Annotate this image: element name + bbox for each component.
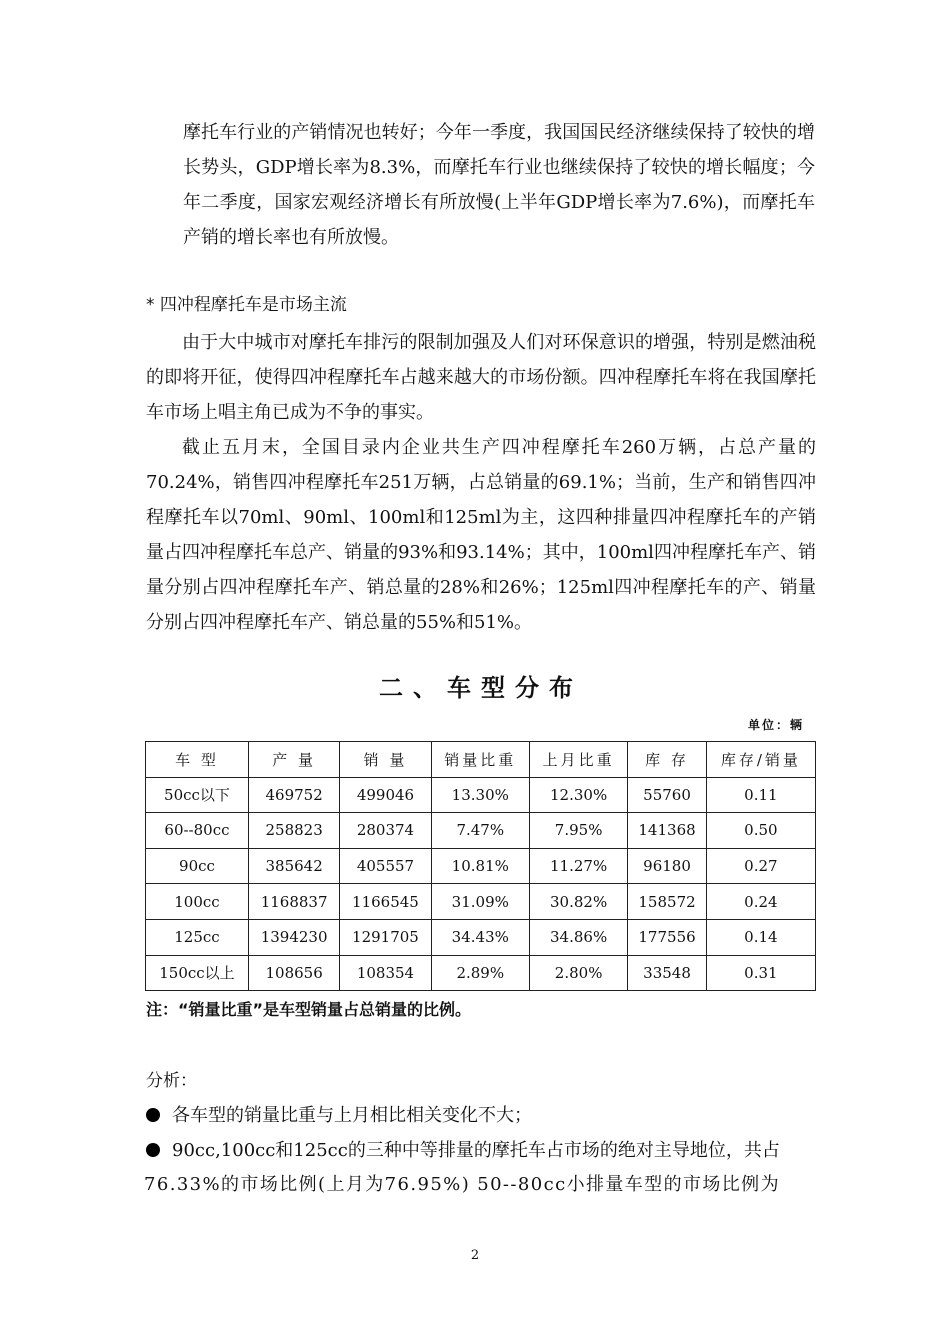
cell-inventory: 55760 [628, 777, 706, 813]
cell-inventory: 33548 [628, 955, 706, 991]
bullet-dot-icon [146, 1143, 160, 1157]
analysis-bullet [146, 1134, 816, 1202]
header-last-month-share: 上月比重 [529, 742, 627, 778]
cell-sales: 405557 [340, 848, 431, 884]
cell-vehicle-type: 50cc以下 [146, 777, 249, 813]
section-heading-four-stroke: * 四冲程摩托车是市场主流 [146, 295, 347, 315]
cell-last-month-share: 7.95% [529, 813, 627, 849]
cell-inventory-sales-ratio: 0.14 [706, 919, 815, 955]
cell-vehicle-type: 125cc [146, 919, 249, 955]
cell-sales: 108354 [340, 955, 431, 991]
cell-vehicle-type: 90cc [146, 848, 249, 884]
header-sales-share: 销量比重 [431, 742, 529, 778]
header-inventory: 库 存 [628, 742, 706, 778]
header-production: 产 量 [248, 742, 339, 778]
cell-production: 1168837 [248, 884, 339, 920]
cell-inventory: 141368 [628, 813, 706, 849]
cell-sales: 1166545 [340, 884, 431, 920]
cell-sales: 1291705 [340, 919, 431, 955]
cell-vehicle-type: 100cc [146, 884, 249, 920]
cell-production: 469752 [248, 777, 339, 813]
cell-inventory-sales-ratio: 0.50 [706, 813, 815, 849]
cell-last-month-share: 30.82% [529, 884, 627, 920]
cell-vehicle-type: 60--80cc [146, 813, 249, 849]
cell-sales: 280374 [340, 813, 431, 849]
cell-sales-share: 31.09% [431, 884, 529, 920]
table-header-row [146, 742, 816, 778]
cell-sales-share: 2.89% [431, 955, 529, 991]
table-row [146, 813, 816, 849]
unit-label: 单位：辆 [747, 718, 804, 732]
bullet-text: 90cc,100cc和125cc的三种中等排量的摩托车占市场的绝对主导地位，共占 [172, 1140, 780, 1161]
cell-production: 108656 [248, 955, 339, 991]
table-row [146, 884, 816, 920]
cell-inventory-sales-ratio: 0.24 [706, 884, 815, 920]
paragraph-market-trend: 摩托车行业的产销情况也转好；今年一季度，我国国民经济继续保持了较快的增长势头，GDP增长率为8.3%，而摩托车行业也继续保持了较快的增长幅度；今年二季度，国家宏观经济增长有所放慢(上半年GDP增长率为7.6%)，而摩托车产销的增长率也有所放慢。 [183, 122, 815, 248]
section-title-vehicle-distribution: 二、车型分布 [379, 674, 583, 702]
cell-production: 258823 [248, 813, 339, 849]
cell-inventory: 96180 [628, 848, 706, 884]
bullet-text: 各车型的销量比重与上月相比相关变化不大； [172, 1105, 532, 1126]
table-row [146, 848, 816, 884]
cell-vehicle-type: 150cc以上 [146, 955, 249, 991]
cell-last-month-share: 12.30% [529, 777, 627, 813]
bullet-text-continuation: 76.33%的市场比例(上月为76.95%) 50--80cc小排量车型的市场比例为 [144, 1174, 780, 1195]
table-note: 注：“销量比重”是车型销量占总销量的比例。 [146, 1000, 472, 1019]
cell-inventory-sales-ratio: 0.27 [706, 848, 815, 884]
cell-sales-share: 34.43% [431, 919, 529, 955]
table-row [146, 919, 816, 955]
cell-inventory: 158572 [628, 884, 706, 920]
cell-sales: 499046 [340, 777, 431, 813]
cell-last-month-share: 2.80% [529, 955, 627, 991]
header-vehicle-type: 车 型 [146, 742, 249, 778]
table-row [146, 777, 816, 813]
cell-inventory-sales-ratio: 0.11 [706, 777, 815, 813]
analysis-label: 分析： [146, 1071, 197, 1091]
table-row [146, 955, 816, 991]
vehicle-type-table [145, 741, 816, 991]
cell-sales-share: 13.30% [431, 777, 529, 813]
cell-last-month-share: 34.86% [529, 919, 627, 955]
paragraph-four-stroke-statistics: 截止五月末，全国目录内企业共生产四冲程摩托车260万辆，占总产量的70.24%，销售四冲程摩托车251万辆，占总销量的69.1%；当前，生产和销售四冲程摩托车以70ml、90ml、100ml和125ml为主，这四种排量四冲程摩托车的产销量占四冲程摩托车总产、销量的93%和93.14%；其中，100ml四冲程摩托车产、销量分别占四冲程摩托车产、销总量的28%和26%；125ml四冲程摩托车的产、销量分别占四冲程摩托车产、销总量的55%和51%。 [146, 437, 816, 633]
cell-production: 1394230 [248, 919, 339, 955]
cell-production: 385642 [248, 848, 339, 884]
page-number: 2 [470, 1248, 480, 1263]
header-inventory-sales-ratio: 库存/销量 [706, 742, 815, 778]
cell-last-month-share: 11.27% [529, 848, 627, 884]
cell-inventory: 177556 [628, 919, 706, 955]
paragraph-four-stroke-mainstream: 由于大中城市对摩托车排污的限制加强及人们对环保意识的增强，特别是燃油税的即将开征，使得四冲程摩托车占越来越大的市场份额。四冲程摩托车将在我国摩托车市场上唱主角已成为不争的事实。 [146, 332, 816, 423]
cell-inventory-sales-ratio: 0.31 [706, 955, 815, 991]
analysis-bullet [146, 1099, 816, 1133]
cell-sales-share: 10.81% [431, 848, 529, 884]
header-sales: 销 量 [340, 742, 431, 778]
bullet-dot-icon [146, 1108, 160, 1122]
cell-sales-share: 7.47% [431, 813, 529, 849]
